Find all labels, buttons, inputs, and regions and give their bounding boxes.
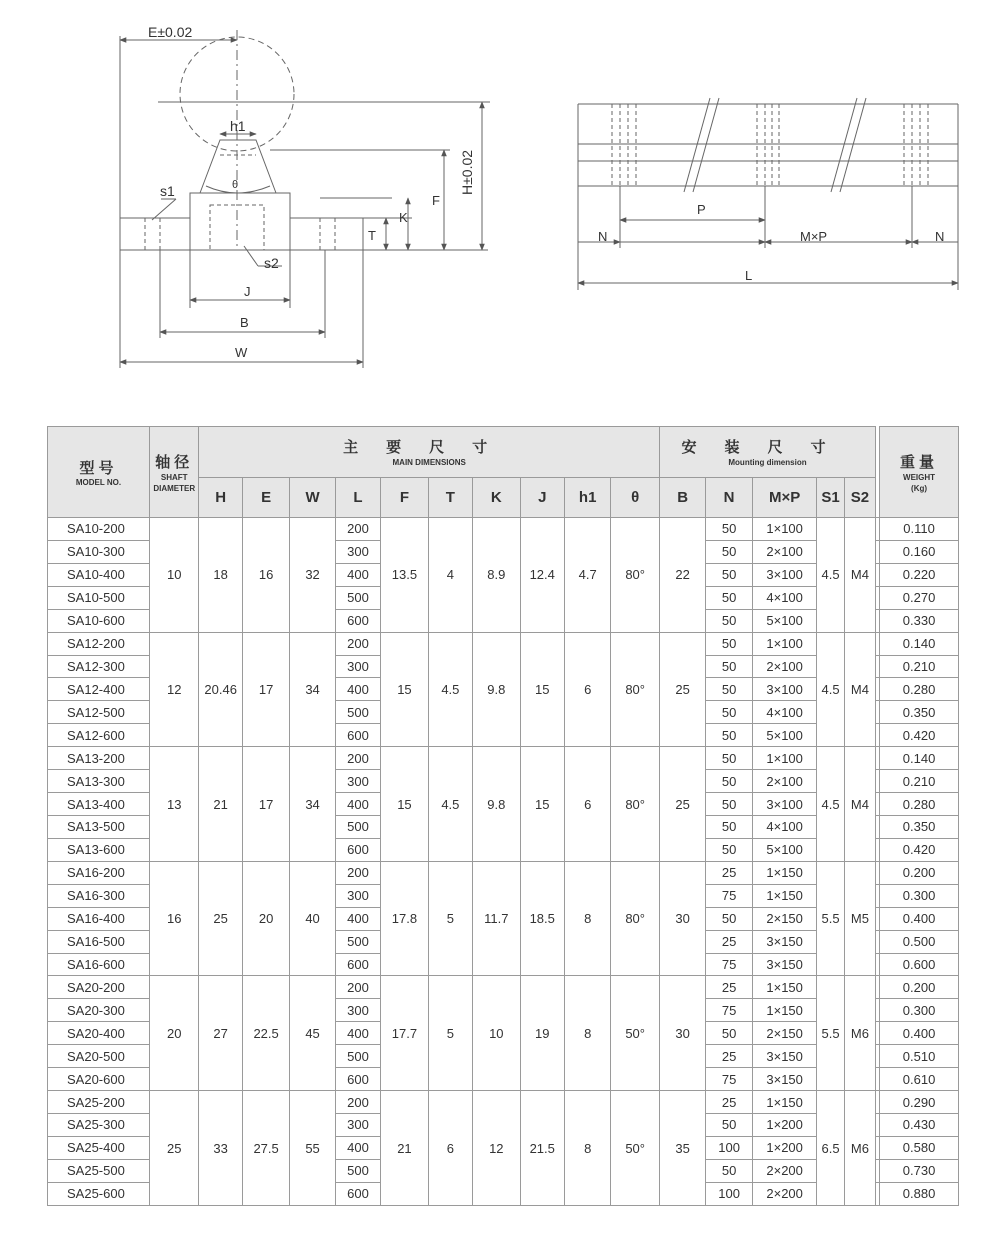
cell-l: 500 bbox=[335, 930, 380, 953]
cell-w: 45 bbox=[290, 976, 335, 1091]
cell-w: 32 bbox=[290, 518, 335, 633]
cell-l: 500 bbox=[335, 1045, 380, 1068]
cell-mxp: 3×150 bbox=[752, 1045, 817, 1068]
cell-model: SA20-200 bbox=[48, 976, 150, 999]
cell-w: 34 bbox=[290, 632, 335, 747]
cell-mxp: 5×100 bbox=[752, 724, 817, 747]
cell-l: 400 bbox=[335, 793, 380, 816]
cell-f: 13.5 bbox=[381, 518, 428, 633]
cell-shaft-diameter: 20 bbox=[149, 976, 198, 1091]
label-b: B bbox=[240, 315, 249, 330]
cell-s1: 4.5 bbox=[817, 632, 844, 747]
cell-l: 400 bbox=[335, 1022, 380, 1045]
cell-e: 17 bbox=[242, 747, 289, 862]
cell-t: 5 bbox=[428, 976, 472, 1091]
cell-weight: 0.730 bbox=[880, 1159, 959, 1182]
label-s1: s1 bbox=[160, 183, 175, 199]
cell-model: SA20-400 bbox=[48, 1022, 150, 1045]
label-k: K bbox=[399, 210, 408, 225]
cell-mxp: 1×200 bbox=[752, 1136, 817, 1159]
cell-shaft-diameter: 25 bbox=[149, 1091, 198, 1206]
header-h: H bbox=[199, 478, 242, 518]
header-s2: S2 bbox=[844, 478, 875, 518]
cell-model: SA16-500 bbox=[48, 930, 150, 953]
cell-l: 600 bbox=[335, 609, 380, 632]
cell-l: 300 bbox=[335, 1113, 380, 1136]
cell-mxp: 2×100 bbox=[752, 655, 817, 678]
cell-f: 17.8 bbox=[381, 861, 428, 976]
cell-n: 100 bbox=[706, 1136, 752, 1159]
cell-weight: 0.400 bbox=[880, 1022, 959, 1045]
cell-model: SA13-200 bbox=[48, 747, 150, 770]
label-mxp: M×P bbox=[800, 229, 828, 244]
cell-e: 17 bbox=[242, 632, 289, 747]
cell-s1: 4.5 bbox=[817, 518, 844, 633]
cell-s2: M4 bbox=[844, 518, 875, 633]
cell-e: 16 bbox=[242, 518, 289, 633]
cell-l: 300 bbox=[335, 655, 380, 678]
cell-shaft-diameter: 10 bbox=[149, 518, 198, 633]
cell-l: 600 bbox=[335, 724, 380, 747]
label-h1: h1 bbox=[230, 118, 246, 134]
header-k: K bbox=[473, 478, 520, 518]
cell-weight: 0.400 bbox=[880, 907, 959, 930]
cell-theta: 80° bbox=[611, 861, 660, 976]
cell-weight: 0.290 bbox=[880, 1091, 959, 1114]
cell-mxp: 3×100 bbox=[752, 563, 817, 586]
cell-t: 4.5 bbox=[428, 632, 472, 747]
cell-mxp: 3×100 bbox=[752, 793, 817, 816]
cell-l: 200 bbox=[335, 747, 380, 770]
cell-n: 50 bbox=[706, 907, 752, 930]
cell-model: SA12-500 bbox=[48, 701, 150, 724]
side-view bbox=[578, 98, 958, 290]
cell-mxp: 2×100 bbox=[752, 770, 817, 793]
spec-table-body bbox=[48, 518, 959, 1206]
cell-weight: 0.210 bbox=[880, 770, 959, 793]
cell-h1: 8 bbox=[564, 861, 610, 976]
cell-mxp: 1×150 bbox=[752, 884, 817, 907]
cell-n: 75 bbox=[706, 884, 752, 907]
cell-n: 25 bbox=[706, 930, 752, 953]
cell-n: 50 bbox=[706, 540, 752, 563]
table-row bbox=[48, 976, 959, 999]
header-f: F bbox=[381, 478, 428, 518]
cell-j: 12.4 bbox=[520, 518, 564, 633]
cell-l: 200 bbox=[335, 1091, 380, 1114]
cell-h1: 8 bbox=[564, 1091, 610, 1206]
cell-w: 55 bbox=[290, 1091, 335, 1206]
cell-model: SA10-300 bbox=[48, 540, 150, 563]
cell-model: SA20-500 bbox=[48, 1045, 150, 1068]
cell-shaft-diameter: 16 bbox=[149, 861, 198, 976]
cell-model: SA12-200 bbox=[48, 632, 150, 655]
cell-l: 500 bbox=[335, 586, 380, 609]
cell-mxp: 2×200 bbox=[752, 1159, 817, 1182]
cell-weight: 0.140 bbox=[880, 632, 959, 655]
cell-n: 50 bbox=[706, 586, 752, 609]
table-row bbox=[48, 1091, 959, 1114]
cell-s1: 4.5 bbox=[817, 747, 844, 862]
cell-k: 10 bbox=[473, 976, 520, 1091]
cell-model: SA16-300 bbox=[48, 884, 150, 907]
cell-n: 50 bbox=[706, 838, 752, 861]
header-b: B bbox=[659, 478, 705, 518]
cell-b: 25 bbox=[659, 747, 705, 862]
technical-drawings bbox=[0, 0, 1000, 420]
cell-l: 200 bbox=[335, 518, 380, 541]
header-j: J bbox=[520, 478, 564, 518]
cell-w: 40 bbox=[290, 861, 335, 976]
cell-mxp: 3×150 bbox=[752, 1068, 817, 1091]
label-n-right: N bbox=[935, 229, 945, 244]
cell-n: 25 bbox=[706, 861, 752, 884]
cell-mxp: 1×150 bbox=[752, 861, 817, 884]
cell-mxp: 3×150 bbox=[752, 953, 817, 976]
cell-theta: 50° bbox=[611, 976, 660, 1091]
cell-l: 300 bbox=[335, 999, 380, 1022]
cell-n: 25 bbox=[706, 1091, 752, 1114]
cell-weight: 0.600 bbox=[880, 953, 959, 976]
cell-theta: 80° bbox=[611, 632, 660, 747]
cell-mxp: 2×150 bbox=[752, 907, 817, 930]
cell-weight: 0.510 bbox=[880, 1045, 959, 1068]
cell-n: 50 bbox=[706, 563, 752, 586]
cell-e: 27.5 bbox=[242, 1091, 289, 1206]
header-t: T bbox=[428, 478, 472, 518]
cell-k: 9.8 bbox=[473, 747, 520, 862]
cell-mxp: 4×100 bbox=[752, 815, 817, 838]
cell-b: 25 bbox=[659, 632, 705, 747]
cell-e: 20 bbox=[242, 861, 289, 976]
cell-j: 18.5 bbox=[520, 861, 564, 976]
cell-model: SA12-600 bbox=[48, 724, 150, 747]
cell-b: 22 bbox=[659, 518, 705, 633]
cell-mxp: 5×100 bbox=[752, 609, 817, 632]
cell-l: 200 bbox=[335, 632, 380, 655]
cell-n: 50 bbox=[706, 724, 752, 747]
cell-mxp: 1×100 bbox=[752, 747, 817, 770]
cell-n: 50 bbox=[706, 793, 752, 816]
label-p: P bbox=[697, 202, 706, 217]
cell-mxp: 3×100 bbox=[752, 678, 817, 701]
cell-model: SA13-500 bbox=[48, 815, 150, 838]
cell-mxp: 4×100 bbox=[752, 586, 817, 609]
cell-n: 25 bbox=[706, 1045, 752, 1068]
cell-b: 30 bbox=[659, 976, 705, 1091]
cell-shaft-diameter: 12 bbox=[149, 632, 198, 747]
cell-n: 75 bbox=[706, 999, 752, 1022]
cell-model: SA13-300 bbox=[48, 770, 150, 793]
cell-weight: 0.200 bbox=[880, 861, 959, 884]
cell-model: SA10-200 bbox=[48, 518, 150, 541]
cell-n: 50 bbox=[706, 1159, 752, 1182]
cell-l: 400 bbox=[335, 678, 380, 701]
cell-weight: 0.330 bbox=[880, 609, 959, 632]
header-l: L bbox=[335, 478, 380, 518]
cell-model: SA10-400 bbox=[48, 563, 150, 586]
cell-model: SA20-300 bbox=[48, 999, 150, 1022]
cell-weight: 0.300 bbox=[880, 884, 959, 907]
cell-model: SA16-200 bbox=[48, 861, 150, 884]
cell-model: SA16-600 bbox=[48, 953, 150, 976]
cell-weight: 0.420 bbox=[880, 838, 959, 861]
cell-theta: 80° bbox=[611, 518, 660, 633]
cell-s2: M4 bbox=[844, 747, 875, 862]
cell-t: 4 bbox=[428, 518, 472, 633]
cell-weight: 0.580 bbox=[880, 1136, 959, 1159]
cell-model: SA25-600 bbox=[48, 1182, 150, 1205]
cell-weight: 0.270 bbox=[880, 586, 959, 609]
cell-mxp: 1×150 bbox=[752, 1091, 817, 1114]
cell-l: 300 bbox=[335, 770, 380, 793]
cell-mxp: 1×100 bbox=[752, 632, 817, 655]
cell-model: SA13-400 bbox=[48, 793, 150, 816]
cell-b: 30 bbox=[659, 861, 705, 976]
cell-l: 300 bbox=[335, 540, 380, 563]
cell-model: SA13-600 bbox=[48, 838, 150, 861]
cell-weight: 0.200 bbox=[880, 976, 959, 999]
cell-e: 22.5 bbox=[242, 976, 289, 1091]
cell-mxp: 2×150 bbox=[752, 1022, 817, 1045]
cell-model: SA25-500 bbox=[48, 1159, 150, 1182]
cell-w: 34 bbox=[290, 747, 335, 862]
cell-l: 400 bbox=[335, 563, 380, 586]
cell-l: 600 bbox=[335, 1182, 380, 1205]
cell-n: 75 bbox=[706, 1068, 752, 1091]
cell-model: SA12-400 bbox=[48, 678, 150, 701]
cell-model: SA25-300 bbox=[48, 1113, 150, 1136]
cell-weight: 0.280 bbox=[880, 793, 959, 816]
cell-weight: 0.140 bbox=[880, 747, 959, 770]
cell-n: 50 bbox=[706, 747, 752, 770]
cell-l: 600 bbox=[335, 1068, 380, 1091]
cell-k: 11.7 bbox=[473, 861, 520, 976]
cell-j: 15 bbox=[520, 747, 564, 862]
cell-s2: M6 bbox=[844, 976, 875, 1091]
cell-mxp: 3×150 bbox=[752, 930, 817, 953]
cell-h1: 4.7 bbox=[564, 518, 610, 633]
header-mxp: M×P bbox=[752, 478, 817, 518]
table-row bbox=[48, 747, 959, 770]
header-weight: 重量 WEIGHT (Kg) bbox=[880, 427, 959, 518]
cell-weight: 0.220 bbox=[880, 563, 959, 586]
cell-j: 15 bbox=[520, 632, 564, 747]
cell-mxp: 1×150 bbox=[752, 999, 817, 1022]
label-n-left: N bbox=[598, 229, 608, 244]
cell-k: 12 bbox=[473, 1091, 520, 1206]
cell-weight: 0.280 bbox=[880, 678, 959, 701]
cell-n: 50 bbox=[706, 518, 752, 541]
cell-l: 500 bbox=[335, 815, 380, 838]
cell-h: 33 bbox=[199, 1091, 242, 1206]
cell-s1: 5.5 bbox=[817, 861, 844, 976]
cell-mxp: 2×200 bbox=[752, 1182, 817, 1205]
cell-model: SA16-400 bbox=[48, 907, 150, 930]
cell-t: 6 bbox=[428, 1091, 472, 1206]
cell-h: 18 bbox=[199, 518, 242, 633]
label-theta: θ bbox=[232, 179, 239, 191]
cell-model: SA10-600 bbox=[48, 609, 150, 632]
header-main-dimensions: 主要尺寸 MAIN DIMENSIONS bbox=[199, 427, 659, 478]
cell-n: 25 bbox=[706, 976, 752, 999]
cell-f: 21 bbox=[381, 1091, 428, 1206]
cell-k: 9.8 bbox=[473, 632, 520, 747]
cell-n: 50 bbox=[706, 609, 752, 632]
cell-n: 100 bbox=[706, 1182, 752, 1205]
specification-table bbox=[47, 426, 959, 1206]
cell-n: 50 bbox=[706, 770, 752, 793]
cell-mxp: 5×100 bbox=[752, 838, 817, 861]
cell-b: 35 bbox=[659, 1091, 705, 1206]
header-theta: θ bbox=[611, 478, 660, 518]
cell-theta: 50° bbox=[611, 1091, 660, 1206]
header-n: N bbox=[706, 478, 752, 518]
cell-weight: 0.110 bbox=[880, 518, 959, 541]
cell-f: 15 bbox=[381, 632, 428, 747]
cell-t: 5 bbox=[428, 861, 472, 976]
cell-l: 500 bbox=[335, 1159, 380, 1182]
cell-s1: 5.5 bbox=[817, 976, 844, 1091]
header-model: 型号 MODEL NO. bbox=[48, 427, 150, 518]
cell-h: 21 bbox=[199, 747, 242, 862]
cell-model: SA25-200 bbox=[48, 1091, 150, 1114]
cell-n: 50 bbox=[706, 678, 752, 701]
label-l: L bbox=[745, 268, 753, 283]
cell-n: 50 bbox=[706, 1113, 752, 1136]
cell-k: 8.9 bbox=[473, 518, 520, 633]
label-s2: s2 bbox=[264, 255, 279, 271]
cell-mxp: 2×100 bbox=[752, 540, 817, 563]
label-e: E±0.02 bbox=[148, 24, 193, 40]
cell-mxp: 1×100 bbox=[752, 518, 817, 541]
cell-mxp: 1×200 bbox=[752, 1113, 817, 1136]
cell-h1: 8 bbox=[564, 976, 610, 1091]
label-t: T bbox=[368, 228, 376, 243]
cell-h: 27 bbox=[199, 976, 242, 1091]
cell-model: SA25-400 bbox=[48, 1136, 150, 1159]
cell-s2: M4 bbox=[844, 632, 875, 747]
cell-mxp: 4×100 bbox=[752, 701, 817, 724]
cell-l: 200 bbox=[335, 976, 380, 999]
cell-h1: 6 bbox=[564, 632, 610, 747]
cell-j: 19 bbox=[520, 976, 564, 1091]
cell-l: 300 bbox=[335, 884, 380, 907]
cell-model: SA12-300 bbox=[48, 655, 150, 678]
cell-model: SA20-600 bbox=[48, 1068, 150, 1091]
cell-n: 50 bbox=[706, 815, 752, 838]
cell-l: 200 bbox=[335, 861, 380, 884]
label-f: F bbox=[432, 193, 440, 208]
cell-weight: 0.350 bbox=[880, 815, 959, 838]
cell-n: 50 bbox=[706, 655, 752, 678]
cell-weight: 0.350 bbox=[880, 701, 959, 724]
cell-mxp: 1×150 bbox=[752, 976, 817, 999]
cell-f: 15 bbox=[381, 747, 428, 862]
cell-n: 50 bbox=[706, 632, 752, 655]
header-s1: S1 bbox=[817, 478, 844, 518]
cell-shaft-diameter: 13 bbox=[149, 747, 198, 862]
cell-f: 17.7 bbox=[381, 976, 428, 1091]
cell-weight: 0.430 bbox=[880, 1113, 959, 1136]
cell-h: 25 bbox=[199, 861, 242, 976]
cell-t: 4.5 bbox=[428, 747, 472, 862]
cell-weight: 0.420 bbox=[880, 724, 959, 747]
cell-weight: 0.500 bbox=[880, 930, 959, 953]
table-row bbox=[48, 518, 959, 541]
label-j: J bbox=[244, 284, 251, 299]
header-shaft-diameter: 轴径 SHAFT DIAMETER bbox=[149, 427, 198, 518]
cell-l: 400 bbox=[335, 907, 380, 930]
header-h1: h1 bbox=[564, 478, 610, 518]
cell-weight: 0.210 bbox=[880, 655, 959, 678]
cell-weight: 0.880 bbox=[880, 1182, 959, 1205]
cell-s1: 6.5 bbox=[817, 1091, 844, 1206]
cell-n: 50 bbox=[706, 1022, 752, 1045]
cell-s2: M6 bbox=[844, 1091, 875, 1206]
cell-l: 500 bbox=[335, 701, 380, 724]
label-w: W bbox=[235, 345, 248, 360]
cell-n: 50 bbox=[706, 701, 752, 724]
cell-h: 20.46 bbox=[199, 632, 242, 747]
header-mounting-dimension: 安装尺寸 Mounting dimension bbox=[659, 427, 875, 478]
cell-l: 400 bbox=[335, 1136, 380, 1159]
cell-weight: 0.160 bbox=[880, 540, 959, 563]
cell-theta: 80° bbox=[611, 747, 660, 862]
cell-model: SA10-500 bbox=[48, 586, 150, 609]
label-h: H±0.02 bbox=[459, 149, 475, 195]
header-w: W bbox=[290, 478, 335, 518]
cell-l: 600 bbox=[335, 838, 380, 861]
cell-j: 21.5 bbox=[520, 1091, 564, 1206]
cell-n: 75 bbox=[706, 953, 752, 976]
cell-l: 600 bbox=[335, 953, 380, 976]
cell-weight: 0.300 bbox=[880, 999, 959, 1022]
cell-h1: 6 bbox=[564, 747, 610, 862]
cell-weight: 0.610 bbox=[880, 1068, 959, 1091]
table-row bbox=[48, 861, 959, 884]
header-e: E bbox=[242, 478, 289, 518]
table-row bbox=[48, 632, 959, 655]
cell-s2: M5 bbox=[844, 861, 875, 976]
